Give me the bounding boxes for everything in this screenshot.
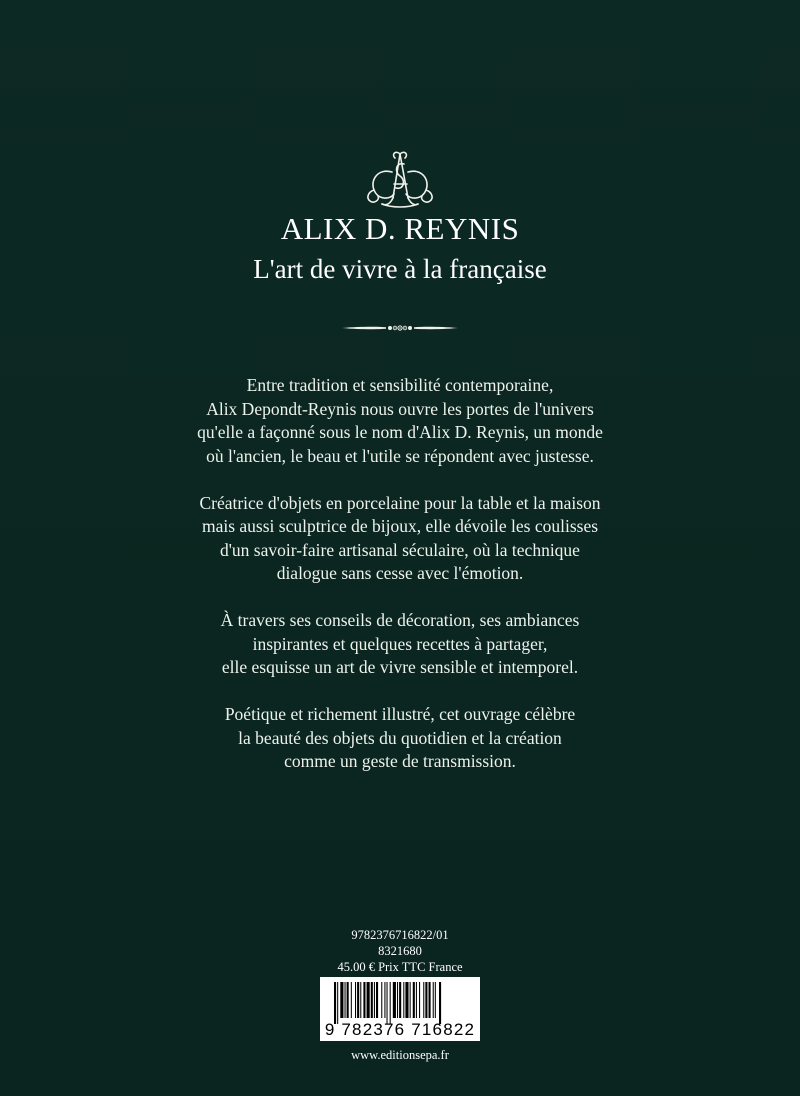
brand-title: ALIX D. REYNIS <box>280 211 520 246</box>
text-line: comme un geste de transmission. <box>284 751 516 771</box>
back-cover-description <box>40 374 760 797</box>
barcode-bar <box>351 982 352 1018</box>
price-label: 45.00 € Prix TTC France <box>337 960 463 974</box>
barcode-bar <box>397 982 398 1018</box>
barcode-bar <box>355 982 356 1018</box>
monogram-icon <box>360 150 440 212</box>
barcode-bar <box>429 982 431 1018</box>
barcode-bar <box>384 982 385 1018</box>
barcode-bar <box>390 982 391 1024</box>
barcode-bar <box>393 982 396 1018</box>
barcode-bar <box>410 982 411 1018</box>
isbn-code: 9782376716822/01 <box>351 928 449 942</box>
text-line: dialogue sans cesse avec l'émotion. <box>276 563 524 583</box>
text-line: la beauté des objets du quotidien et la création <box>238 727 562 748</box>
text-line: elle esquisse un art de vivre sensible et intemporel. <box>221 657 579 677</box>
barcode-bar <box>347 982 349 1018</box>
barcode-bar <box>334 982 336 1024</box>
text-line: où l'ancien, le beau et l'utile se répondent avec justesse. <box>206 445 594 466</box>
description-paragraph-1 <box>40 374 760 468</box>
barcode-bar <box>367 982 370 1018</box>
brand-subtitle: L'art de vivre à la française <box>253 254 547 284</box>
text-line: inspirantes et quelques recettes à partager, <box>252 633 548 654</box>
barcode-bar <box>439 982 441 1024</box>
barcode-bar <box>345 982 346 1018</box>
barcode-bar <box>423 982 424 1018</box>
description-paragraph-2 <box>40 492 760 586</box>
barcode-bar <box>360 982 361 1018</box>
barcode <box>320 977 480 1041</box>
barcode-bar <box>403 982 404 1018</box>
description-paragraph-3 <box>40 609 760 680</box>
barcode-bar <box>363 982 365 1018</box>
barcode-bar <box>419 982 420 1018</box>
ornamental-divider-icon <box>340 321 460 335</box>
barcode-bar <box>425 982 427 1018</box>
barcode-bar <box>340 982 343 1018</box>
barcode-bar <box>371 982 373 1018</box>
text-line: Poétique et richement illustré, cet ouvrage célèbre <box>224 704 576 724</box>
barcode-bar <box>381 982 382 1018</box>
text-line: Créatrice d'objets en porcelaine pour la table et la maison <box>199 492 601 513</box>
text-line: Alix Depondt-Reynis nous ouvre les portes de l'univers <box>206 398 594 419</box>
publisher-website: www.editionsepa.fr <box>351 1048 449 1062</box>
barcode-bar <box>376 982 378 1018</box>
barcode-bar <box>387 982 388 1024</box>
barcode-bar <box>405 982 408 1018</box>
barcode-bar <box>413 982 415 1018</box>
description-paragraph-4 <box>40 703 760 774</box>
barcode-bar <box>374 982 375 1018</box>
barcode-digits: 9 782376 716822 <box>324 1020 476 1039</box>
barcode-bar <box>399 982 401 1018</box>
text-line: d'un savoir-faire artisanal séculaire, où la technique <box>220 539 580 560</box>
text-line: À travers ses conseils de décoration, ses ambiances <box>220 610 580 630</box>
barcode-bar <box>433 982 434 1018</box>
reference-code: 8321680 <box>378 944 422 958</box>
barcode-bar <box>416 982 417 1018</box>
price-block <box>0 927 800 975</box>
text-line: mais aussi sculptrice de bijoux, elle dévoile les coulisses <box>201 516 599 536</box>
barcode-bar <box>337 982 338 1024</box>
text-line: Entre tradition et sensibilité contemporaine, <box>246 375 554 395</box>
barcode-bar <box>435 982 436 1018</box>
text-line: qu'elle a façonné sous le nom d'Alix D. Reynis, un monde <box>197 422 603 442</box>
barcode-bar <box>357 982 359 1018</box>
